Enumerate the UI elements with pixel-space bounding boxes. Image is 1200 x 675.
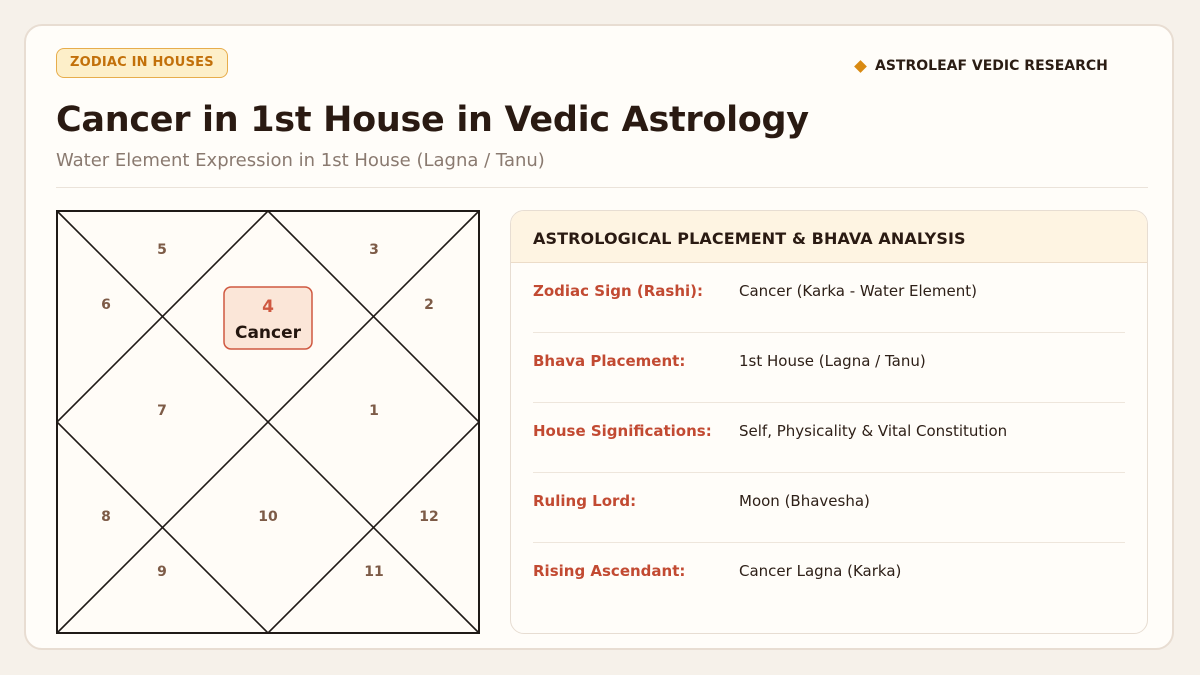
analysis-row [533, 403, 1125, 473]
chart-svg [56, 210, 480, 634]
house-number-3: 3 [369, 242, 379, 258]
diamond-icon [854, 60, 867, 73]
page-title: Cancer in 1st House in Vedic Astrology [56, 100, 809, 140]
brand-name: ASTROLEAF VEDIC RESEARCH [875, 58, 1108, 74]
row-label-bhava-placement: Bhava Placement: [533, 352, 686, 370]
house-number-10: 10 [258, 509, 278, 525]
infographic-card [24, 24, 1174, 650]
north-indian-chart [56, 210, 480, 634]
analysis-row [533, 263, 1125, 333]
highlight-house-sign: Cancer [234, 323, 302, 343]
analysis-rows [511, 263, 1147, 613]
house-number-9: 9 [157, 564, 167, 580]
category-badge: ZODIAC IN HOUSES [56, 48, 228, 78]
row-value-zodiac-sign: Cancer (Karka - Water Element) [739, 282, 977, 300]
panel-title: ASTROLOGICAL PLACEMENT & BHAVA ANALYSIS [511, 211, 1147, 263]
row-value-ruling-lord: Moon (Bhavesha) [739, 492, 870, 510]
house-number-2: 2 [424, 297, 434, 313]
house-number-6: 6 [101, 297, 111, 313]
house-number-7: 7 [157, 403, 167, 419]
row-label-house-significations: House Significations: [533, 422, 712, 440]
brand-label-group [856, 58, 1108, 74]
analysis-row [533, 473, 1125, 543]
page-subtitle: Water Element Expression in 1st House (Lagna / Tanu) [56, 150, 545, 171]
row-label-zodiac-sign: Zodiac Sign (Rashi): [533, 282, 704, 300]
house-number-12: 12 [419, 509, 439, 525]
highlight-house-number: 4 [262, 297, 274, 317]
analysis-row [533, 333, 1125, 403]
row-label-rising-ascendant: Rising Ascendant: [533, 562, 686, 580]
row-value-bhava-placement: 1st House (Lagna / Tanu) [739, 352, 926, 370]
analysis-row [533, 543, 1125, 613]
house-number-11: 11 [364, 564, 384, 580]
row-value-house-significations: Self, Physicality & Vital Constitution [739, 422, 1008, 440]
house-number-8: 8 [101, 509, 111, 525]
house-number-1: 1 [369, 403, 379, 419]
house-number-5: 5 [157, 242, 167, 258]
header-divider [56, 187, 1148, 188]
row-label-ruling-lord: Ruling Lord: [533, 492, 637, 510]
row-value-rising-ascendant: Cancer Lagna (Karka) [739, 562, 902, 580]
analysis-panel [510, 210, 1148, 634]
